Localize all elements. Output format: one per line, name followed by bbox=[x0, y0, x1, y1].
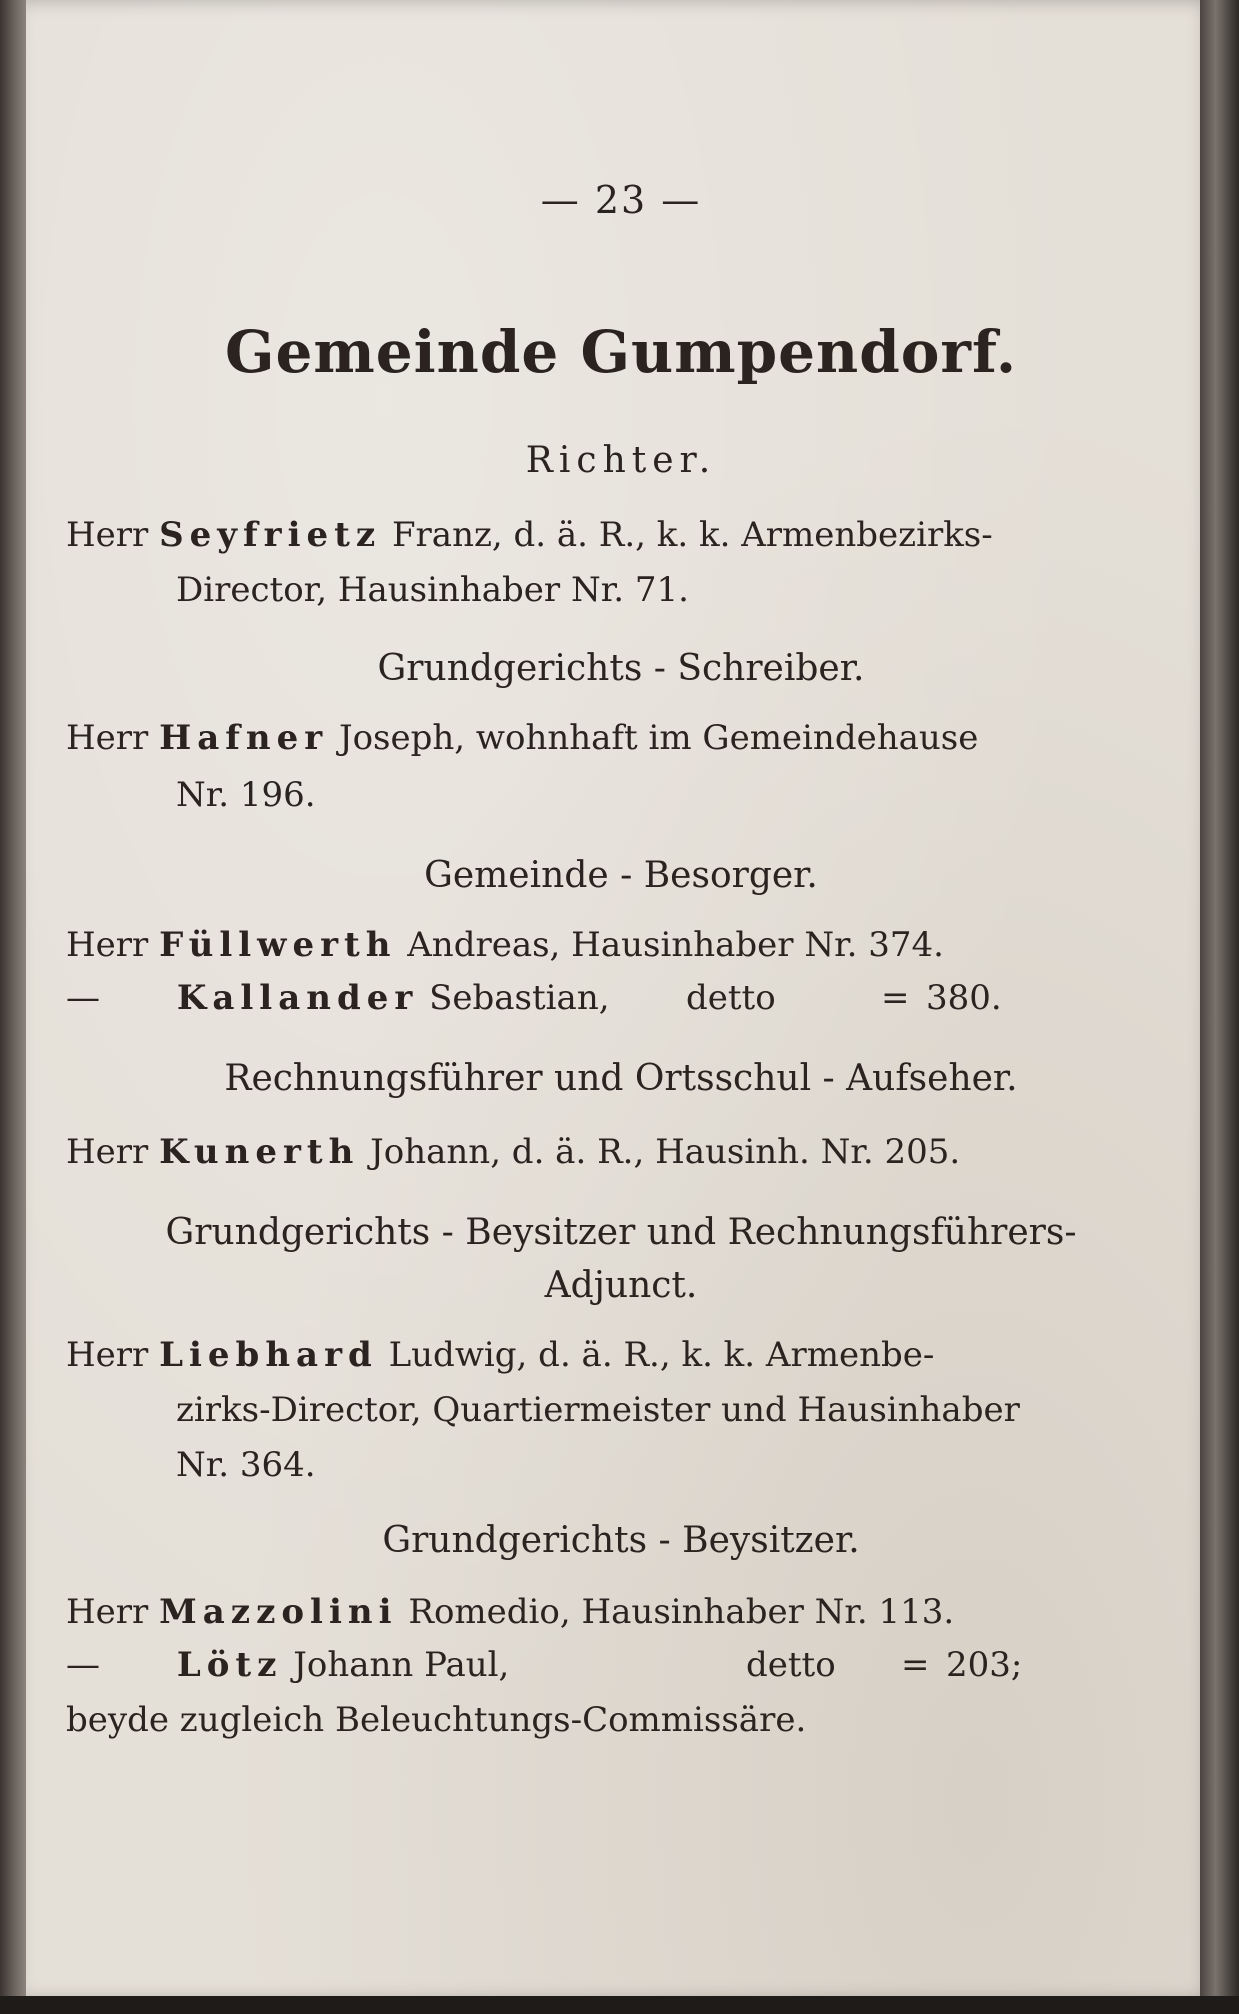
section-heading-richter: Richter. bbox=[525, 440, 717, 481]
entry-text: Franz, d. ä. R., k. k. Armenbezirks- bbox=[391, 515, 993, 555]
entry-prefix: Herr bbox=[66, 1132, 149, 1172]
entry-name: Lötz bbox=[176, 1645, 283, 1685]
detto-label: detto bbox=[686, 978, 776, 1018]
entry-name: Füllwerth bbox=[159, 925, 397, 965]
entry-prefix: Herr bbox=[66, 925, 149, 965]
section-heading-continuation: Adjunct. bbox=[544, 1265, 698, 1306]
entry-continuation: beyde zugleich Beleuchtungs-Commissäre. bbox=[66, 1700, 807, 1740]
entry-text: Joseph, wohnhaft im Gemeindehause bbox=[338, 718, 979, 758]
entry-line bbox=[66, 1132, 1066, 1172]
entry-text: Johann Paul, bbox=[293, 1645, 510, 1685]
entry-name: Hafner bbox=[159, 718, 329, 758]
section-heading-schreiber: Grundgerichts - Schreiber. bbox=[377, 648, 865, 689]
entry-line-detto bbox=[66, 978, 1066, 1018]
detto-separator: = bbox=[901, 1645, 930, 1685]
entry-prefix: Herr bbox=[66, 1592, 149, 1632]
entry-name: Kallander bbox=[176, 978, 419, 1018]
section-heading-beysitzer: Grundgerichts - Beysitzer. bbox=[382, 1520, 860, 1561]
entry-name: Seyfrietz bbox=[159, 515, 382, 555]
book-spine-shadow bbox=[0, 0, 26, 2014]
house-number: 380. bbox=[926, 978, 1002, 1018]
entry-name: Liebhard bbox=[159, 1335, 378, 1375]
entry-line bbox=[66, 925, 1066, 965]
entry-line bbox=[66, 1592, 1066, 1632]
section-heading-rechnungsfuehrer: Rechnungsführer und Ortsschul - Aufseher. bbox=[224, 1058, 1018, 1099]
entry-continuation: Nr. 364. bbox=[176, 1445, 316, 1485]
entry-text: Ludwig, d. ä. R., k. k. Armenbe- bbox=[388, 1335, 935, 1375]
entry-continuation: Nr. 196. bbox=[176, 775, 316, 815]
section-heading-beysitzer-adjunct: Grundgerichts - Beysitzer und Rechnungsführers- bbox=[165, 1212, 1077, 1253]
entry-line bbox=[66, 1335, 1066, 1375]
house-number: 203; bbox=[946, 1645, 1023, 1685]
entry-line-detto bbox=[66, 1645, 1066, 1685]
detto-separator: = bbox=[881, 978, 910, 1018]
page-number: — 23 — bbox=[540, 178, 702, 222]
entry-continuation: zirks-Director, Quartiermeister und Hausinhaber bbox=[176, 1390, 1020, 1430]
entry-line bbox=[66, 718, 1066, 758]
detto-label: detto bbox=[746, 1645, 836, 1685]
entry-prefix: Herr bbox=[66, 1335, 149, 1375]
page-title: Gemeinde Gumpendorf. bbox=[224, 318, 1018, 386]
entry-prefix: Herr bbox=[66, 718, 149, 758]
section-heading-besorger: Gemeinde - Besorger. bbox=[424, 855, 818, 896]
entry-text: Romedio, Hausinhaber Nr. 113. bbox=[408, 1592, 955, 1632]
entry-text: Sebastian, bbox=[429, 978, 610, 1018]
entry-line bbox=[66, 515, 1066, 555]
entry-text: Andreas, Hausinhaber Nr. 374. bbox=[407, 925, 944, 965]
entry-name: Kunerth bbox=[159, 1132, 360, 1172]
entry-prefix: Herr bbox=[66, 515, 149, 555]
entry-dash: — bbox=[66, 978, 100, 1018]
entry-dash: — bbox=[66, 1645, 100, 1685]
entry-text: Johann, d. ä. R., Hausinh. Nr. 205. bbox=[370, 1132, 961, 1172]
entry-name: Mazzolini bbox=[159, 1592, 398, 1632]
entry-continuation: Director, Hausinhaber Nr. 71. bbox=[176, 570, 689, 610]
book-edge-shadow bbox=[1200, 0, 1239, 2014]
bottom-edge-shadow bbox=[0, 1996, 1239, 2014]
book-page bbox=[26, 0, 1216, 2000]
